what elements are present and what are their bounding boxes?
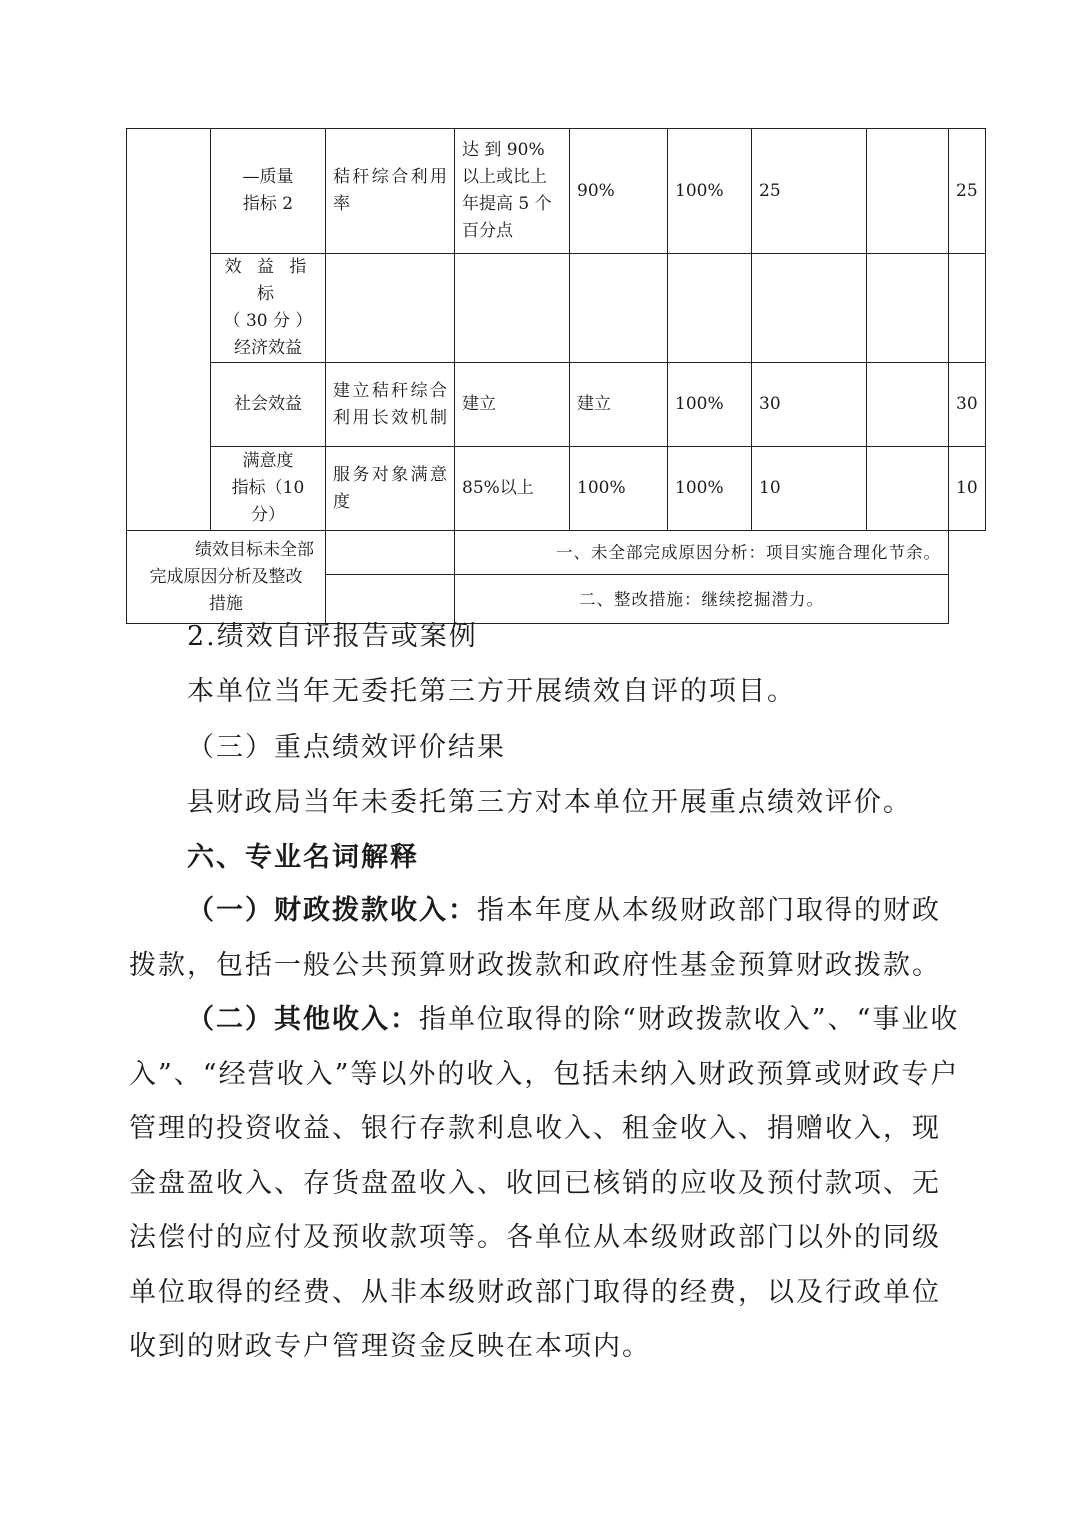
footer-label-cell xyxy=(127,531,326,624)
weight-cell: 30 xyxy=(752,363,867,447)
footer-blank-cell xyxy=(326,531,455,575)
target-value-cell xyxy=(455,129,570,254)
indicator-line: 经济效益 xyxy=(234,338,302,358)
indicator-category-cell xyxy=(127,129,211,531)
target-value-cell xyxy=(455,254,570,363)
indicator-name-cell xyxy=(211,447,326,531)
paragraph-line: 本单位当年无委托第三方开展绩效自评的项目。 xyxy=(187,676,796,707)
indicator-content-cell xyxy=(326,447,455,531)
indicator-line: 分） xyxy=(251,505,285,525)
indicator-line: —质量 xyxy=(242,167,294,187)
score-cell xyxy=(949,254,986,363)
completion-rate-cell: 100% xyxy=(668,363,752,447)
indicator-content-cell xyxy=(326,129,455,254)
indicator-line: 指标（10 xyxy=(231,478,305,498)
section-heading: 2.绩效自评报告或案例 xyxy=(187,621,478,652)
actual-value-cell: 90% xyxy=(570,129,668,254)
paragraph-line xyxy=(0,997,1075,1036)
indicator-content: 秸秆综合利用率 xyxy=(333,167,447,214)
deduct-cell xyxy=(867,363,949,447)
indicator-content: 建立秸秆综合利用长效机制 xyxy=(333,380,447,428)
score-cell: 30 xyxy=(949,363,986,447)
table-row xyxy=(127,447,986,531)
target-line: 85%以上 xyxy=(462,478,534,498)
indicator-content: 服务对象满意度 xyxy=(333,464,447,512)
table-row xyxy=(127,254,986,363)
chapter-heading: 六、专业名词解释 xyxy=(187,842,419,873)
performance-table xyxy=(126,128,986,624)
paragraph-line: 单位取得的经费、从非本级财政部门取得的经费，以及行政单位 xyxy=(129,1277,941,1308)
footer-label-line: 完成原因分析及整改 xyxy=(149,566,303,587)
paragraph-line: 入”、“经营收入”等以外的收入，包括未纳入财政预算或财政专户 xyxy=(129,1059,960,1090)
indicator-line: 满意度 xyxy=(242,451,294,471)
actual-value-cell: 建立 xyxy=(570,363,668,447)
footer-analysis-note: 一、未全部完成原因分析：项目实施合理化节余。 xyxy=(455,531,949,575)
actual-value-cell xyxy=(570,254,668,363)
paragraph-line: 县财政局当年未委托第三方对本单位开展重点绩效评价。 xyxy=(187,787,912,818)
score-cell: 25 xyxy=(949,129,986,254)
indicator-line: 指标 2 xyxy=(242,194,294,214)
footer-label-line: 措施 xyxy=(209,593,243,614)
weight-cell: 10 xyxy=(752,447,867,531)
deduct-cell xyxy=(867,254,949,363)
actual-value-cell: 100% xyxy=(570,447,668,531)
deduct-cell xyxy=(867,447,949,531)
indicator-content-cell xyxy=(326,254,455,363)
target-line: 年提高 5 个 xyxy=(462,194,552,214)
paragraph-line: 金盘盈收入、存货盘盈收入、收回已核销的应收及预付款项、无 xyxy=(129,1168,941,1199)
table-row xyxy=(127,363,986,447)
term-definition: 指本年度从本级财政部门取得的财政 xyxy=(477,895,941,926)
score-cell: 10 xyxy=(949,447,986,531)
weight-cell: 25 xyxy=(752,129,867,254)
indicator-line: （ 30 分 ） xyxy=(223,311,313,331)
completion-rate-cell: 100% xyxy=(668,129,752,254)
paragraph-line: 拨款，包括一般公共预算财政拨款和政府性基金预算财政拨款。 xyxy=(129,950,941,981)
term-title: （二）其他收入： xyxy=(187,1004,419,1035)
target-line: 建立 xyxy=(462,394,496,414)
footer-label-line: 绩效目标未全部 xyxy=(195,539,314,560)
paragraph-line: 收到的财政专户管理资金反映在本项内。 xyxy=(129,1331,651,1362)
table-row xyxy=(127,129,986,254)
weight-cell xyxy=(752,254,867,363)
footer-measures-note: 二、整改措施：继续挖掘潜力。 xyxy=(455,575,949,624)
deduct-cell xyxy=(867,129,949,254)
indicator-name-cell xyxy=(211,363,326,447)
indicator-name-cell xyxy=(211,254,326,363)
target-value-cell xyxy=(455,447,570,531)
target-line: 达 到 90% xyxy=(462,140,545,160)
target-value-cell xyxy=(455,363,570,447)
performance-table-container xyxy=(126,128,986,624)
section-heading: （三）重点绩效评价结果 xyxy=(187,732,506,763)
target-line: 百分点 xyxy=(462,221,513,241)
indicator-name-cell xyxy=(211,129,326,254)
term-title: （一）财政拨款收入： xyxy=(187,895,477,926)
completion-rate-cell: 100% xyxy=(668,447,752,531)
paragraph-line xyxy=(0,888,1075,927)
indicator-content-cell xyxy=(326,363,455,447)
paragraph-line: 管理的投资收益、银行存款利息收入、租金收入、捐赠收入，现 xyxy=(129,1113,941,1144)
completion-rate-cell xyxy=(668,254,752,363)
paragraph-line: 法偿付的应付及预收款项等。各单位从本级财政部门以外的同级 xyxy=(129,1222,941,1253)
indicator-line: 社会效益 xyxy=(234,394,302,414)
table-footer-row xyxy=(127,531,986,575)
indicator-line: 效 益 指 标 xyxy=(224,257,312,304)
term-definition: 指单位取得的除“财政拨款收入”、“事业收 xyxy=(419,1004,960,1035)
target-line: 以上或比上 xyxy=(462,167,547,187)
